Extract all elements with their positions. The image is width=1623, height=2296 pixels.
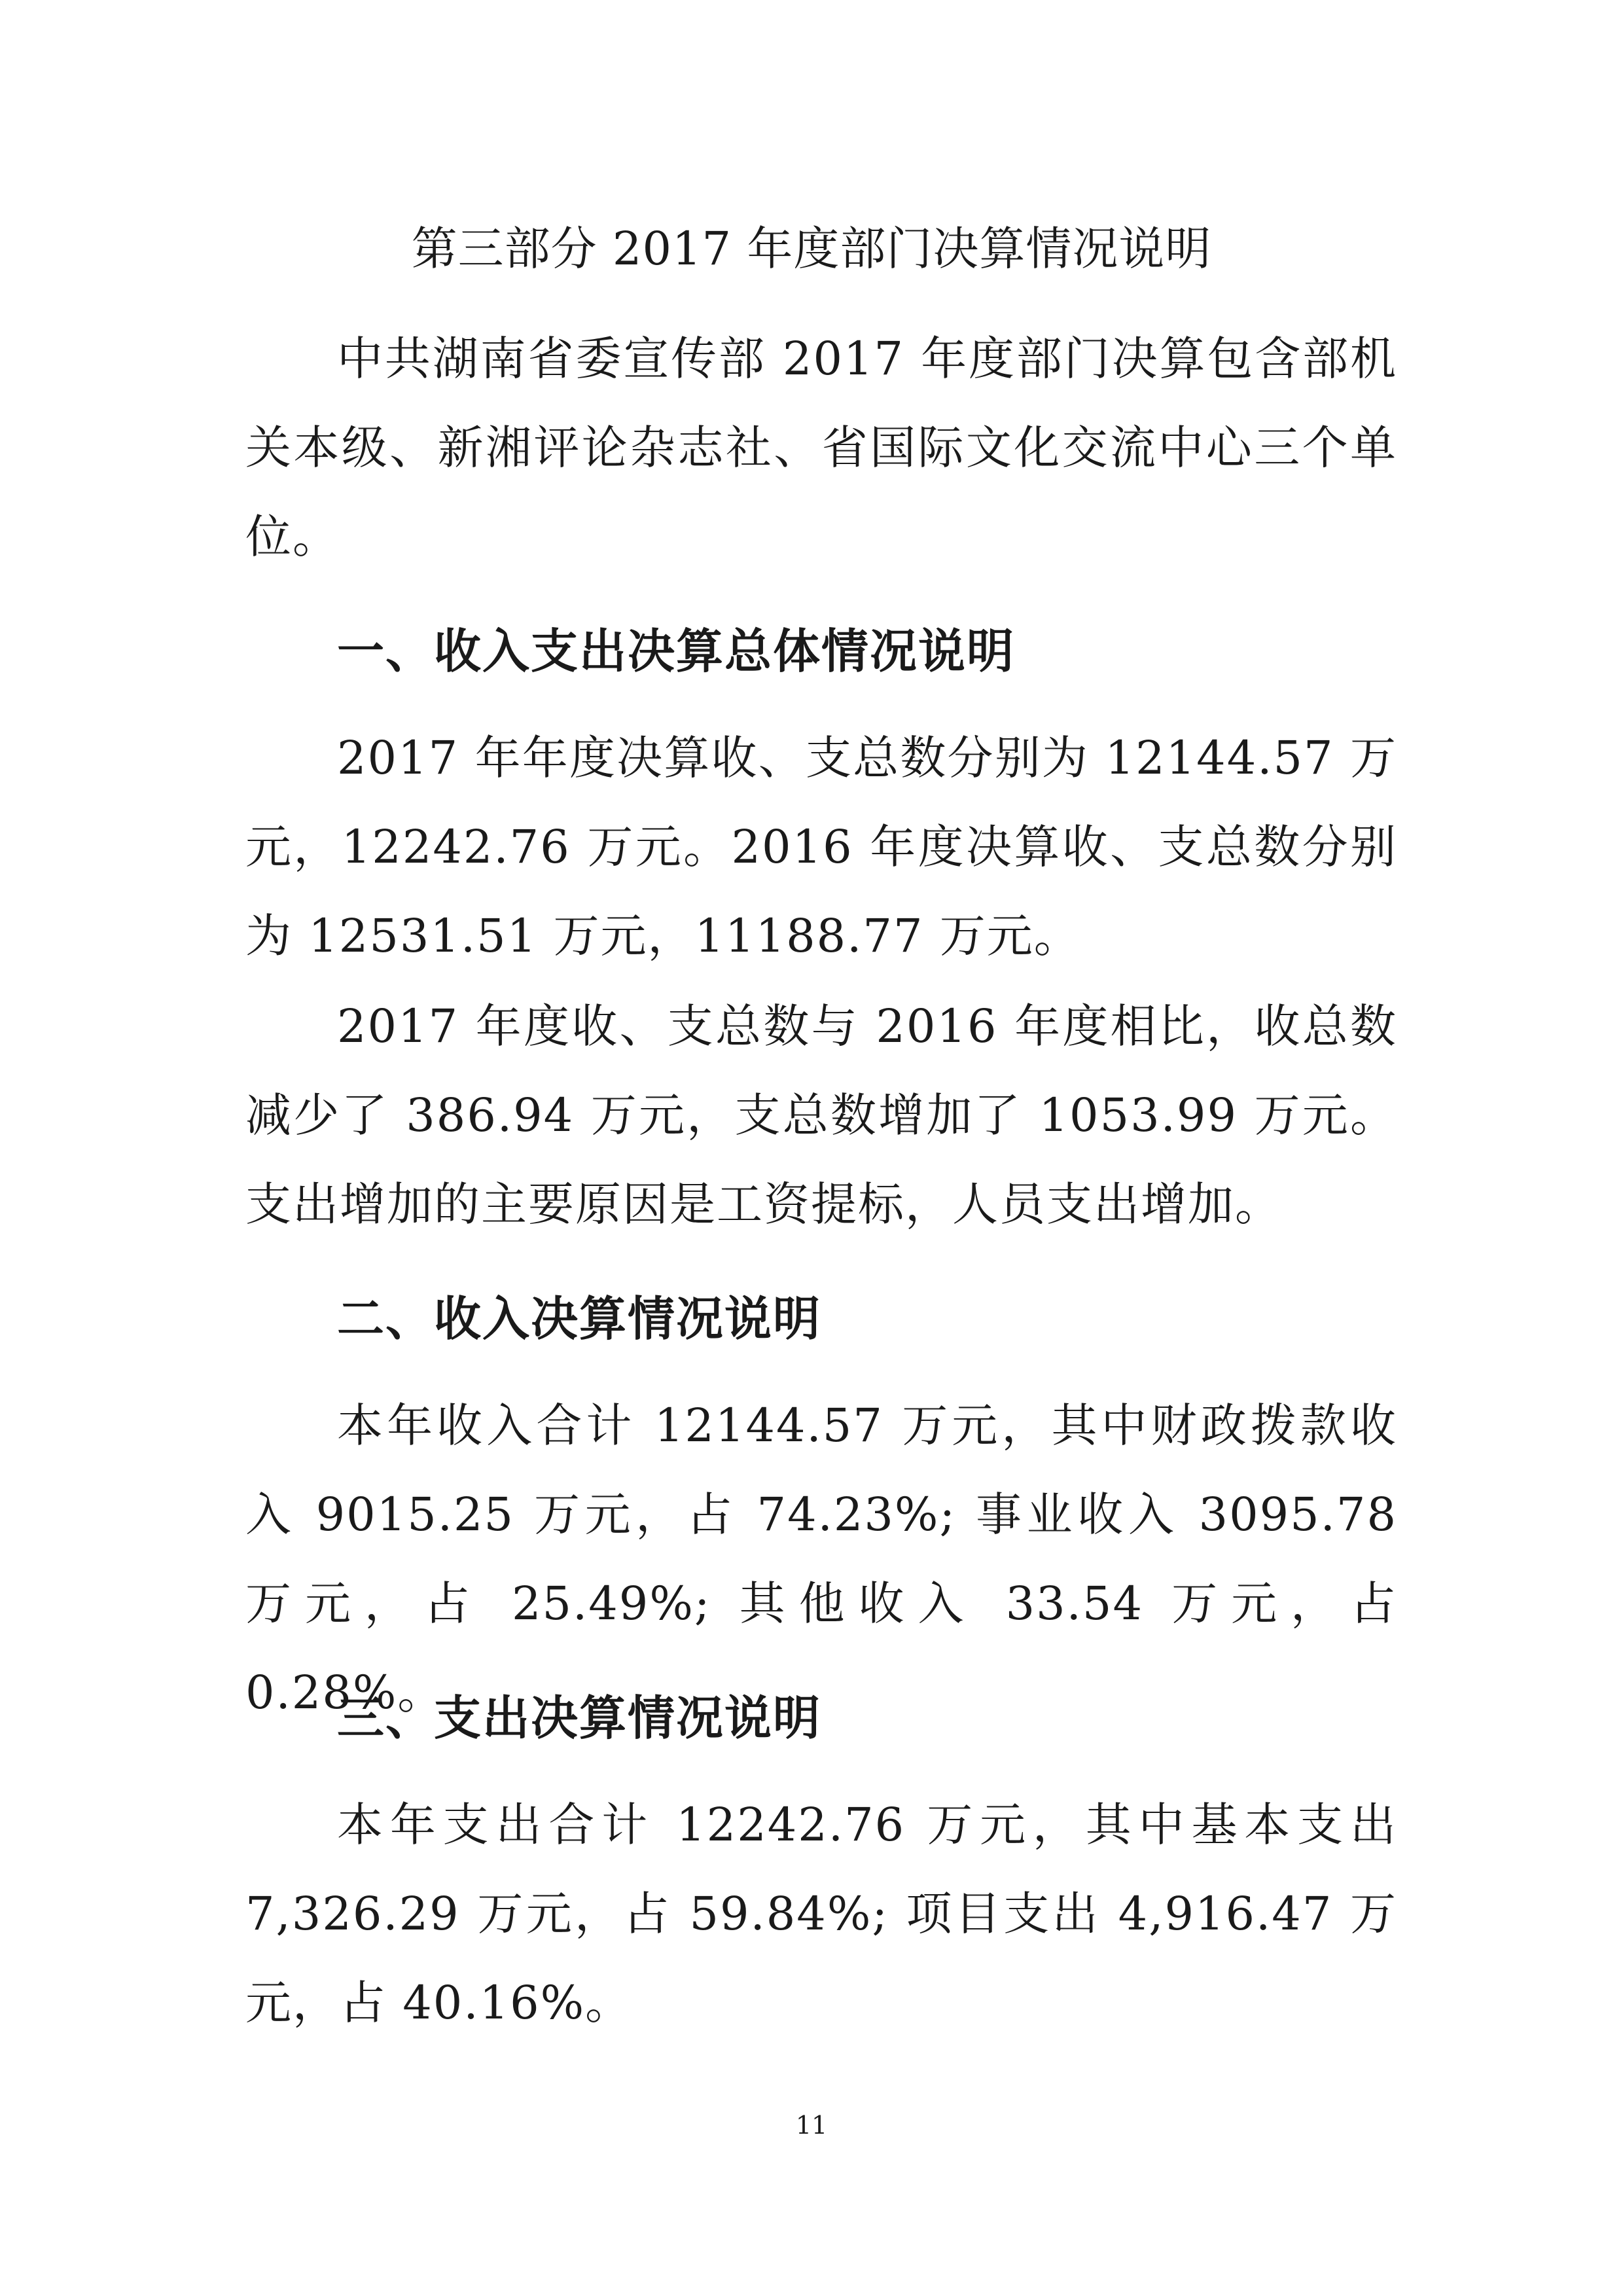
section-2-heading: 二、收入决算情况说明 [337,1291,822,1346]
section-1-heading: 一、收入支出决算总体情况说明 [337,624,1016,679]
document-title: 第三部分 2017 年度部门决算情况说明 [411,222,1212,276]
section-1-paragraph-2: 2017 年度收、支总数与 2016 年度相比，收总数减少了 386.94 万元，支总数增加了 1053.99 万元。支出增加的主要原因是工资提标，人员支出增加。 [245,999,1397,1231]
intro-paragraph: 中共湖南省委宣传部 2017 年度部门决算包含部机关本级、新湘评论杂志社、省国际文化交流中心三个单位。 [245,332,1397,564]
page-number: 11 [795,2111,828,2140]
section-3-heading: 三、支出决算情况说明 [337,1691,822,1746]
section-2-paragraph-1: 本年收入合计 12144.57 万元，其中财政拨款收入 9015.25 万元，占 74.23%; 事业收入 3095.78 万元，占 25.49%; 其他收入 33.54 万元，占 0.28%。 [245,1399,1397,1719]
section-3-paragraph-1: 本年支出合计 12242.76 万元，其中基本支出 7,326.29 万元，占 59.84%; 项目支出 4,916.47 万元，占 40.16%。 [245,1798,1397,2030]
section-1-paragraph-1: 2017 年年度决算收、支总数分别为 12144.57 万元，12242.76 万元。2016 年度决算收、支总数分别为 12531.51 万元，11188.77 万元。 [245,731,1397,963]
